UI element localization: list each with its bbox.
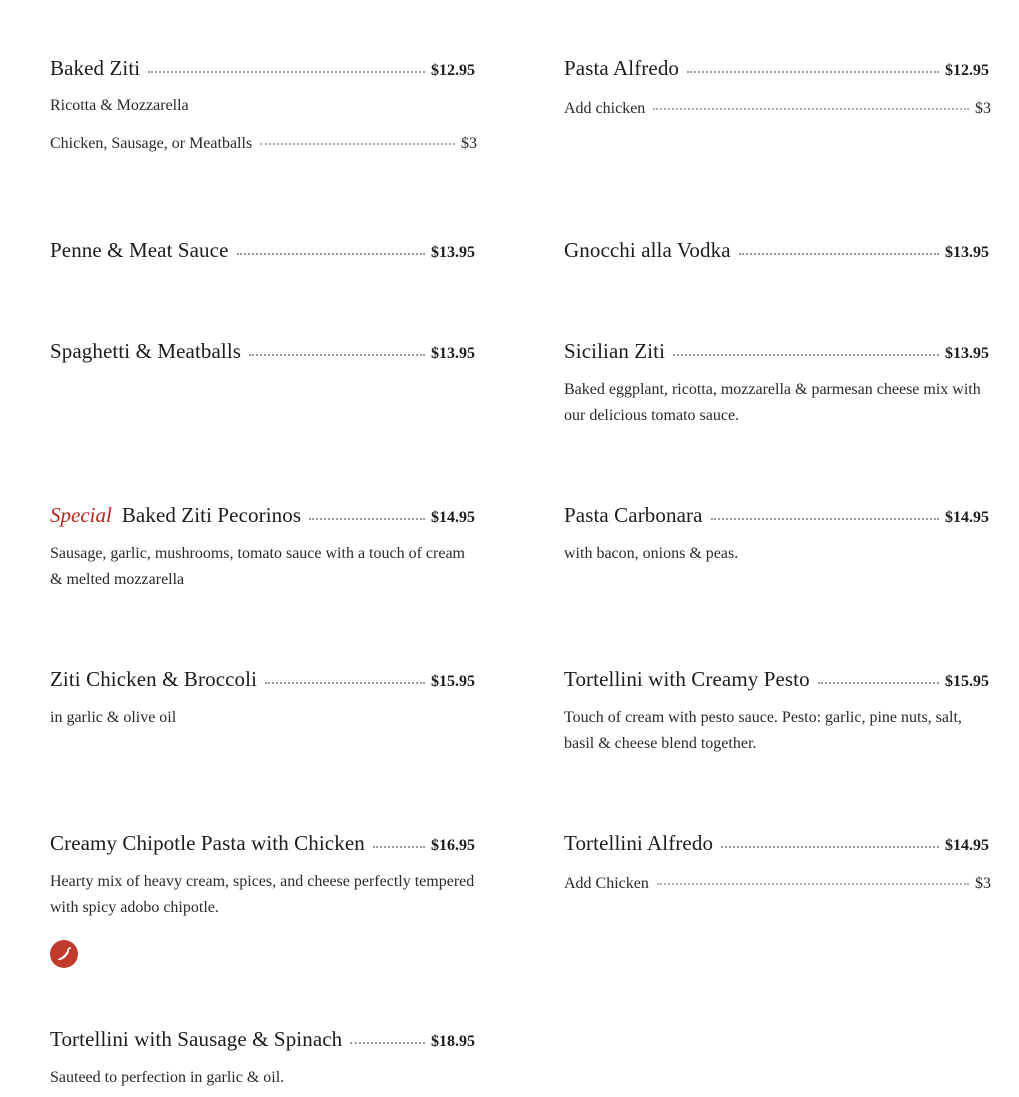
dot-leader [260, 143, 455, 145]
menu-item-pasta-alfredo [564, 56, 989, 118]
dot-leader [687, 71, 939, 73]
item-name: Gnocchi alla Vodka [564, 238, 731, 262]
menu-item-ziti-chicken-broccoli [50, 667, 475, 731]
item-price: $14.95 [431, 509, 475, 526]
menu-item-tortellini-sausage-spinach [50, 1027, 475, 1091]
addon-price: $3 [461, 135, 477, 152]
item-name: Pasta Alfredo [564, 56, 680, 80]
dot-leader [739, 253, 939, 255]
item-price: $15.95 [945, 673, 989, 690]
addon-label: Chicken, Sausage, or Meatballs [50, 135, 253, 152]
item-name: Tortellini with Creamy Pesto [564, 667, 810, 691]
item-price: $13.95 [431, 345, 475, 362]
item-name: Creamy Chipotle Pasta with Chicken [50, 831, 365, 855]
item-description: Touch of cream with pesto sauce. Pesto: garlic, pine nuts, salt, basil & cheese blend together. [564, 709, 962, 752]
dot-leader [148, 71, 425, 73]
menu-item-baked-ziti [50, 56, 475, 153]
menu-item-baked-ziti-pecorinos [50, 503, 475, 593]
item-price: $14.95 [945, 509, 989, 526]
menu-item-penne-meat-sauce [50, 238, 475, 263]
dot-leader [657, 883, 969, 885]
item-name: Baked Ziti [50, 56, 141, 80]
menu-item-sicilian-ziti [564, 339, 989, 429]
dot-leader [653, 108, 969, 110]
item-name: Ziti Chicken & Broccoli [50, 667, 258, 691]
menu-item-pasta-carbonara [564, 503, 989, 567]
item-price: $18.95 [431, 1033, 475, 1050]
dot-leader [309, 518, 425, 520]
dot-leader [249, 354, 425, 356]
item-description: with bacon, onions & peas. [564, 545, 739, 562]
item-price: $15.95 [431, 673, 475, 690]
addon-row [564, 875, 989, 893]
addon-price: $3 [975, 875, 991, 892]
menu-item-tortellini-alfredo [564, 831, 989, 893]
item-name: Baked Ziti Pecorinos [121, 503, 302, 527]
item-price: $13.95 [431, 244, 475, 261]
item-price: $12.95 [431, 62, 475, 79]
item-name: Sicilian Ziti [564, 339, 666, 363]
menu-item-tortellini-creamy-pesto [564, 667, 989, 757]
dot-leader [673, 354, 939, 356]
menu-item-creamy-chipotle-pasta [50, 831, 475, 921]
item-description: Hearty mix of heavy cream, spices, and cheese perfectly tempered with spicy adobo chipotle. [50, 873, 475, 916]
item-description: Sausage, garlic, mushrooms, tomato sauce with a touch of cream & melted mozzarella [50, 545, 465, 588]
item-name: Tortellini Alfredo [564, 831, 714, 855]
addon-row [50, 135, 475, 153]
special-badge: Special [50, 503, 112, 527]
dot-leader [721, 846, 939, 848]
item-name: Tortellini with Sausage & Spinach [50, 1027, 343, 1051]
addon-label: Add Chicken [564, 875, 649, 892]
addon-label: Add chicken [564, 100, 646, 117]
addon-row [564, 100, 989, 118]
menu-item-gnocchi-alla-vodka [564, 238, 989, 263]
addon-price: $3 [975, 100, 991, 117]
dot-leader [350, 1042, 425, 1044]
item-name: Spaghetti & Meatballs [50, 339, 242, 363]
dot-leader [818, 682, 939, 684]
dot-leader [711, 518, 939, 520]
dot-leader [237, 253, 426, 255]
item-description: Baked eggplant, ricotta, mozzarella & parmesan cheese mix with our delicious tomato sauce. [564, 381, 981, 424]
item-price: $13.95 [945, 345, 989, 362]
item-price: $12.95 [945, 62, 989, 79]
item-price: $13.95 [945, 244, 989, 261]
item-description: in garlic & olive oil [50, 709, 177, 726]
dot-leader [265, 682, 425, 684]
item-name: Penne & Meat Sauce [50, 238, 229, 262]
menu-item-spaghetti-meatballs [50, 339, 475, 364]
item-price: $14.95 [945, 837, 989, 854]
item-price: $16.95 [431, 837, 475, 854]
item-name: Pasta Carbonara [564, 503, 703, 527]
chili-pepper-icon [50, 940, 78, 968]
item-description: Ricotta & Mozzarella [50, 97, 189, 114]
dot-leader [373, 846, 425, 848]
item-description: Sauteed to perfection in garlic & oil. [50, 1069, 285, 1086]
